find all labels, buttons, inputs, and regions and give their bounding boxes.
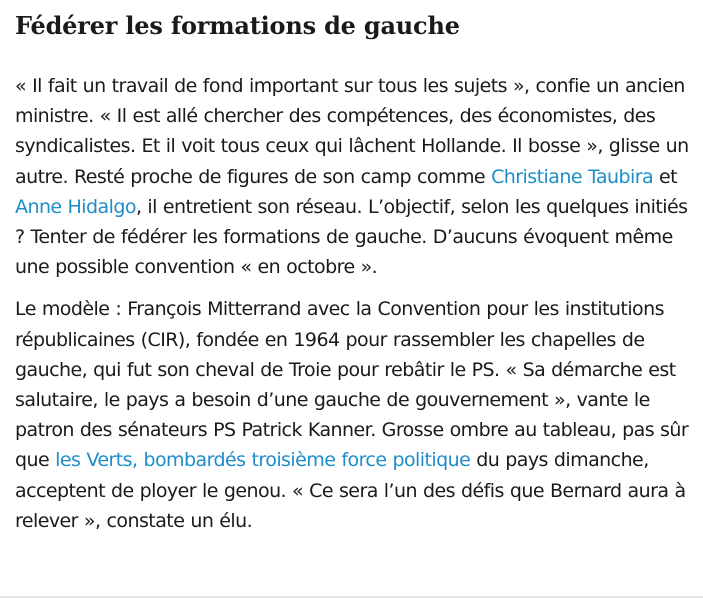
- article-section: [15, 0, 695, 536]
- paragraph-1: [15, 71, 695, 282]
- paragraph-1-text-b: et: [653, 165, 678, 188]
- section-heading: Fédérer les formations de gauche: [15, 11, 460, 40]
- link-christiane-taubira[interactable]: Christiane Taubira: [491, 165, 654, 188]
- paragraph-2: [15, 294, 695, 536]
- paragraph-2-text-a: Le modèle : François Mitterrand avec la Convention pour les institutions républicaines (CIR), fondée en 1964 pour rassembler les chapelles de gauche, qui fut son cheval de Troie pour rebâtir le PS. « Sa démarche est salutaire, le pays a besoin d’une gauche de gouvernement », vante le patron des sénateurs PS Patrick Kanner. Grosse ombre au tableau, pas sûr que: [15, 298, 689, 472]
- paragraph-1-text-c: , il entretient son réseau. L’objectif, selon les quelques initiés ? Tenter de fédérer les formations de gauche. D’aucuns évoquent même une possible convention « en octobre ».: [15, 195, 688, 279]
- link-anne-hidalgo[interactable]: Anne Hidalgo: [15, 195, 136, 218]
- link-les-verts[interactable]: les Verts, bombardés troisième force politique: [55, 449, 471, 472]
- paragraph-2-text-b: du pays dimanche, acceptent de ployer le genou. « Ce sera l’un des défis que Bernard aura à relever », constate un élu.: [15, 449, 686, 532]
- paragraph-1-text-a: « Il fait un travail de fond important sur tous les sujets », confie un ancien ministre. « Il est allé chercher des compétences, des économistes, des syndicalistes. Et il voit tous ceux qui lâchent Hollande. Il bosse », glisse un autre. Resté proche de figures de son camp comme: [15, 75, 689, 188]
